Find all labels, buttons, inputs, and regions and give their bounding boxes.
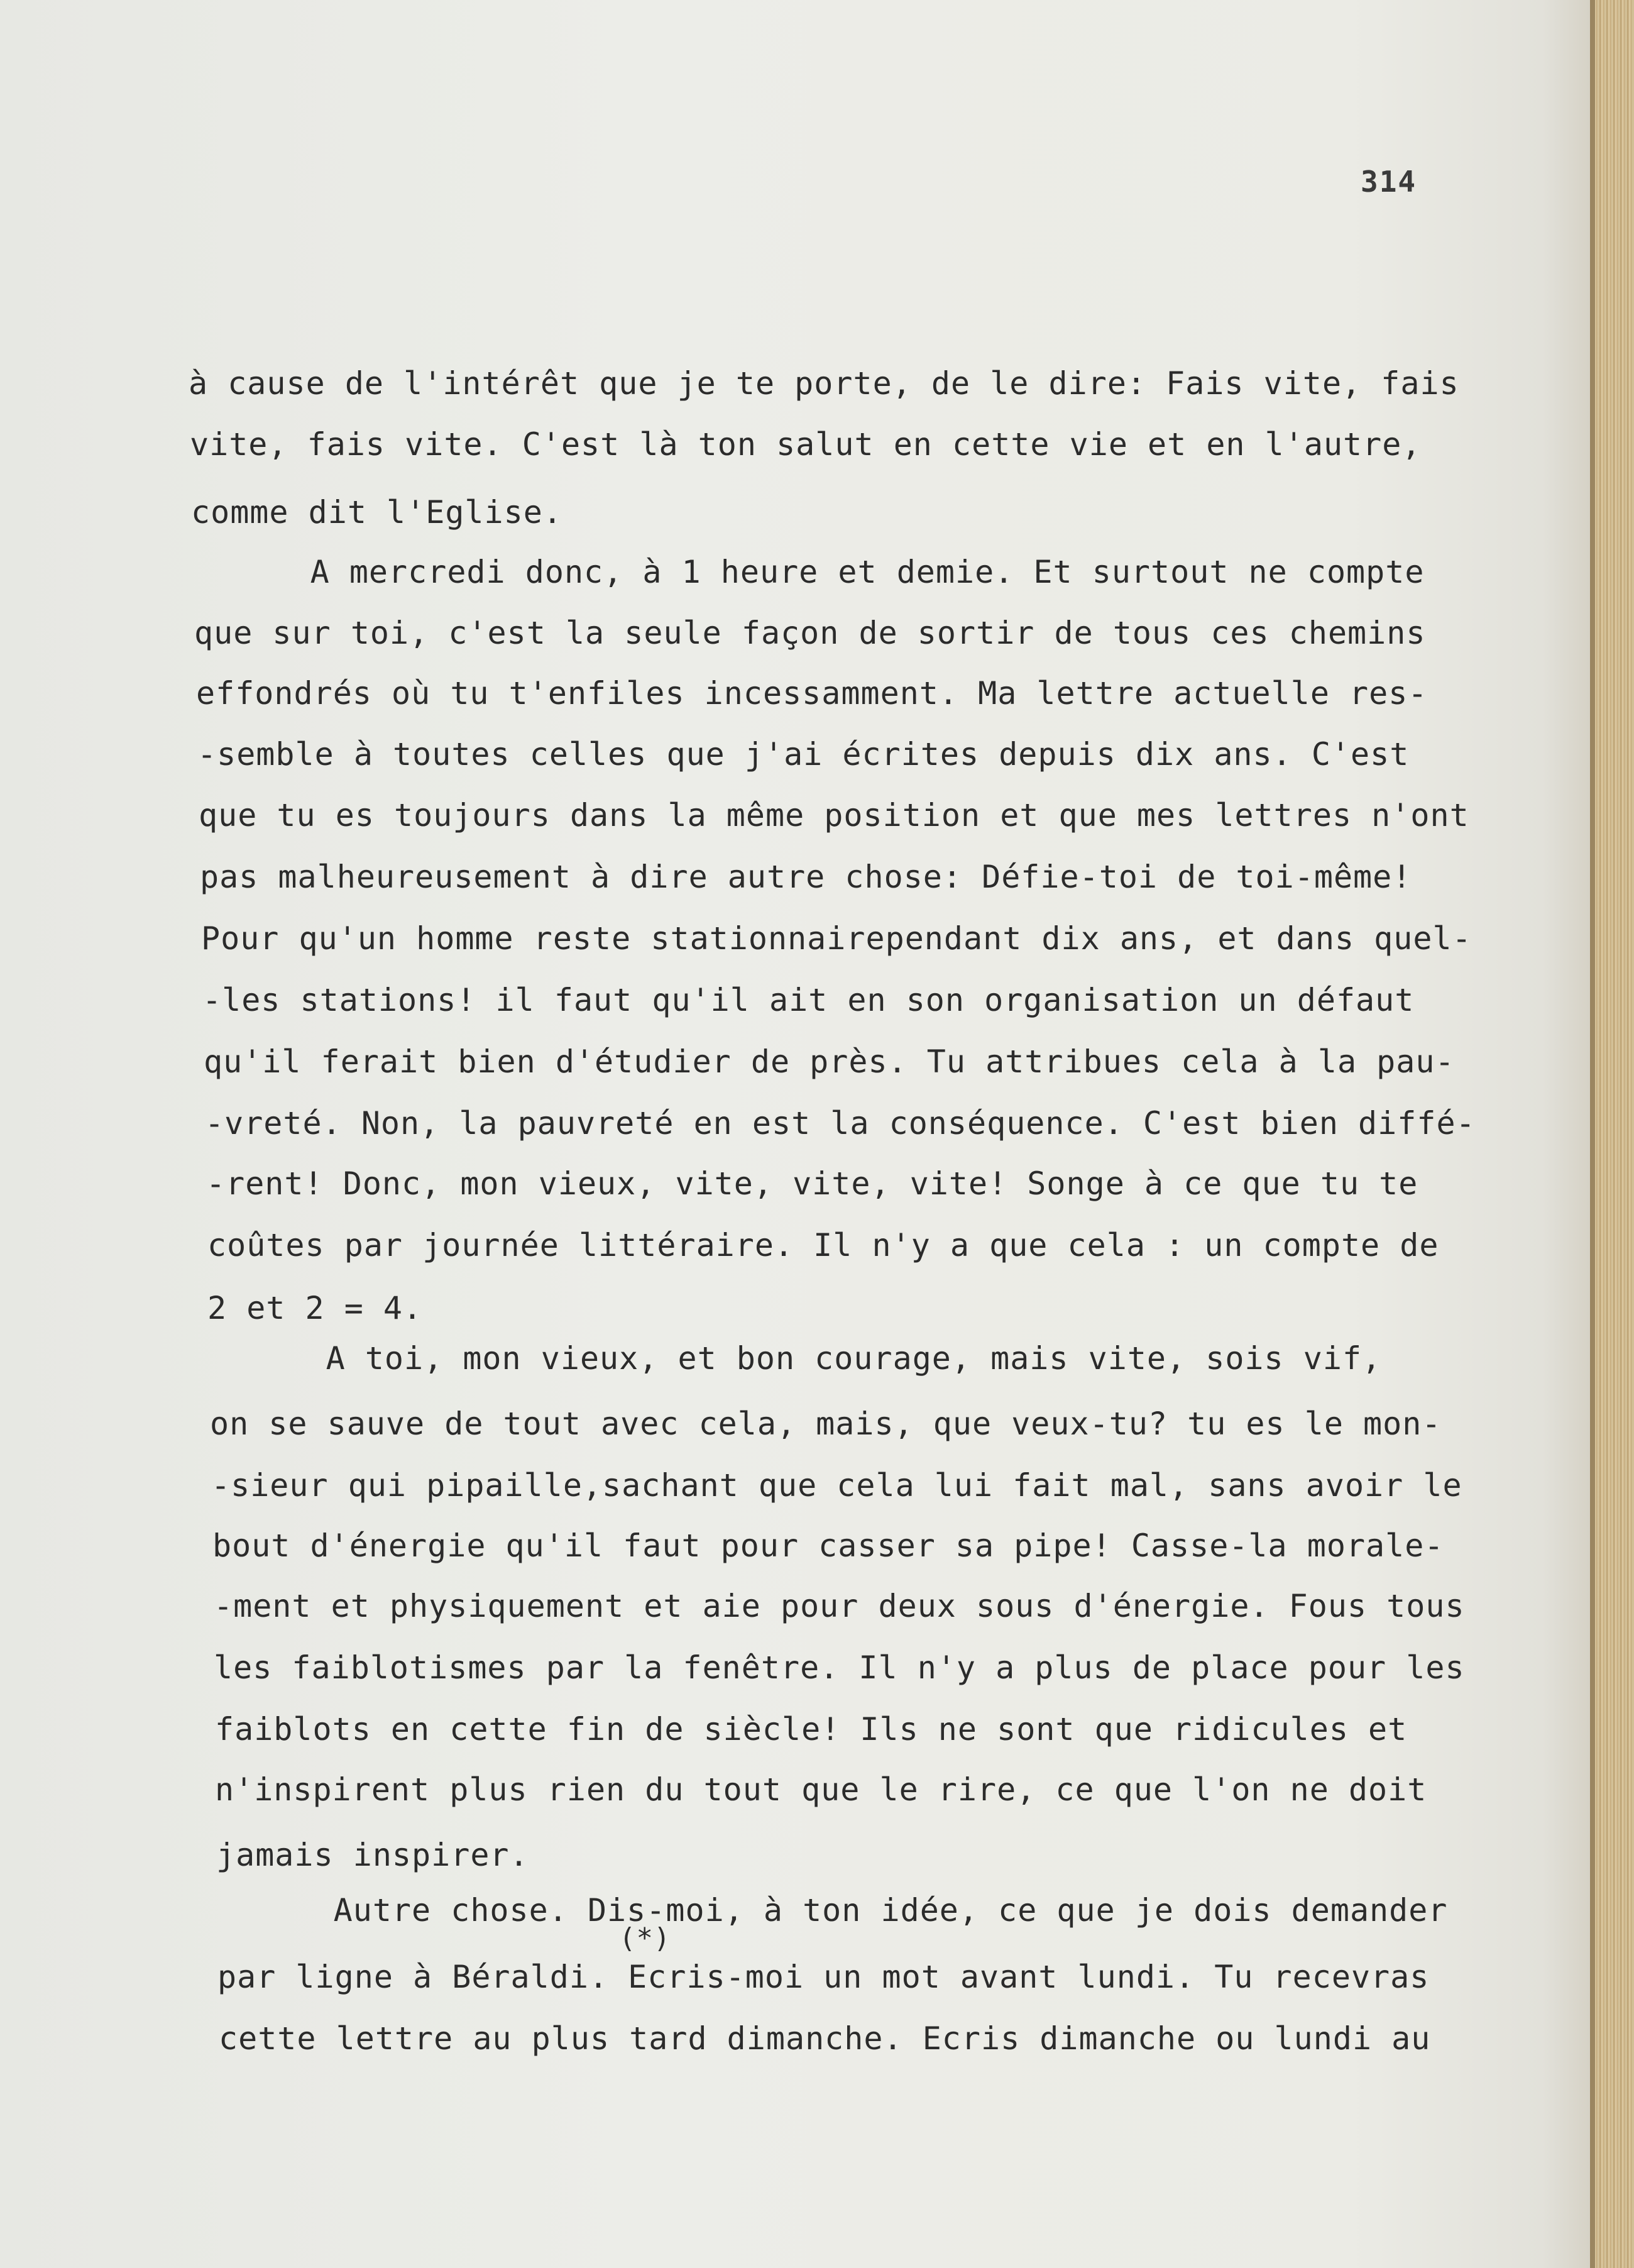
text-line: -ment et physiquement et aie pour deux sous d'énergie. Fous tous	[214, 1588, 1465, 1624]
text-line: bout d'énergie qu'il faut pour casser sa pipe! Casse-la morale-	[212, 1528, 1444, 1564]
text-line: -sieur qui pipaille,sachant que cela lui fait mal, sans avoir le	[211, 1467, 1462, 1504]
text-line: -les stations! il faut qu'il ait en son organisation un défaut	[202, 982, 1415, 1018]
page-stack-shadow	[1590, 0, 1595, 2268]
text-line: faiblots en cette fin de siècle! Ils ne sont que ridicules et	[215, 1711, 1408, 1748]
text-line: comme dit l'Eglise.	[191, 494, 562, 531]
text-line: pas malheureusement à dire autre chose: Défie-toi de toi-même!	[200, 859, 1412, 895]
text-line: jamais inspirer.	[216, 1837, 529, 1873]
text-line: à cause de l'intérêt que je te porte, de le dire: Fais vite, fais	[189, 365, 1459, 402]
text-line: A mercredi donc, à 1 heure et demie. Et surtout ne compte	[193, 554, 1425, 590]
page-number: 314	[1361, 165, 1417, 199]
footnote-mark: (*)	[619, 1922, 671, 1954]
text-line: n'inspirent plus rien du tout que le rire, ce que l'on ne doit	[215, 1771, 1427, 1808]
text-line: que sur toi, c'est la seule façon de sortir de tous ces chemins	[194, 615, 1426, 651]
text-line: par ligne à Béraldi. Ecris-moi un mot avant lundi. Tu recevras	[217, 1959, 1430, 1995]
text-line: cette lettre au plus tard dimanche. Ecris dimanche ou lundi au	[219, 2020, 1431, 2057]
text-line: -vreté. Non, la pauvreté en est la conséquence. C'est bien diffé-	[205, 1105, 1476, 1142]
text-line: Pour qu'un homme reste stationnairependant dix ans, et dans quel-	[201, 920, 1472, 957]
text-line: -rent! Donc, mon vieux, vite, vite, vite! Songe à ce que tu te	[206, 1165, 1418, 1202]
text-line: -semble à toutes celles que j'ai écrites depuis dix ans. C'est	[197, 736, 1410, 773]
text-line: les faiblotismes par la fenêtre. Il n'y a plus de place pour les	[214, 1649, 1465, 1686]
text-line: vite, fais vite. C'est là ton salut en cette vie et en l'autre,	[190, 426, 1422, 463]
text-line: 2 et 2 = 4.	[207, 1290, 423, 1326]
page-stack-edge	[1590, 0, 1634, 2268]
text-line: A toi, mon vieux, et bon courage, mais vite, sois vif,	[209, 1340, 1382, 1377]
text-line: effondrés où tu t'enfiles incessamment. Ma lettre actuelle res-	[196, 675, 1428, 712]
text-line: coûtes par journée littéraire. Il n'y a que cela : un compte de	[207, 1227, 1439, 1263]
text-line: qu'il ferait bien d'étudier de près. Tu attribues cela à la pau-	[204, 1043, 1455, 1080]
text-line: Autre chose. Dis-moi, à ton idée, ce que je dois demander	[216, 1892, 1448, 1929]
text-line: que tu es toujours dans la même position et que mes lettres n'ont	[199, 797, 1469, 834]
text-line: on se sauve de tout avec cela, mais, que veux-tu? tu es le mon-	[210, 1406, 1442, 1442]
